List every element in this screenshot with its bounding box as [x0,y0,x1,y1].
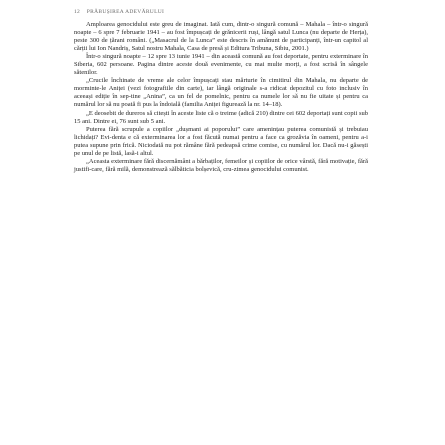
paragraph: Într-o singură noapte – 12 spre 13 iunie 1941 – din această comună au fost deportate, pentru exterminare în Siberia, 602 persoane. Pagina dintre aceste două evenimente, cu mai multe morți, a fost scrisă în sângele sătenilor. [74,53,368,77]
running-header [74,9,164,15]
paragraph: Puterea fără scrupule a copiilor „dușmani ai poporului” care amenințau puterea comunistă și trebuiau lichidați? Evi-denta e că exterminarea lor a fost făcută numai pentru a face ca grozăvia în oameni, pentru a-i putea supune prin frică. Niciodată nu pot rămâne fără pedeapsă crime comise, cu numărul lor. Dacă nu-i găsești pe unul de pe listă, lasă-i altul. [74,125,368,157]
paragraph: „Crucile închinate de vreme ale celor împușcați stau mărturie în cimitirul din Mahala, nu departe de morminte-le Aniței (vezi fotografiile din carte), iar lângă originale s-a ridicat depozitul cu foto inclusiv în aceeași ediție în sep-tine „Anina”, ca un fel de pomelnic, pentru ca numele lor să nu fie uitate și pentru ca numărul lor să nu poată fi pus la îndoială (familia Aniței figurează la nr. 14–18). [74,77,368,109]
paragraph: „Aceasta exterminare fără discernământ a bărbaților, femeilor și copiilor de orice vârstă, fără motivație, fără justifi-care, fără milă, demonstrează sălbăticia bolșevică, cru-zimea genocidului comunist. [74,157,368,173]
paragraph: Amploarea genocidului este greu de imaginat. Iată cum, dintr-o singură comună – Mahala – într-o singură noapte – 6 spre 7 februarie 1941 – au fost împușcați de grănicerii ruși, lângă satul Lunca (nu departe de Herța), peste 300 de țărani români. („Masacrul de la Lunca” este descris în amănunt de participanți, într-un capitol al cărții lui Ion Nandriș, Satul nostru Mahala, Casa de presă și Editura Tribuna, Sibiu, 2001.) [74,21,368,53]
body-text [74,21,368,174]
page-number: 12 [74,9,81,15]
paragraph: „E deosebit de dureros să citești în aceste liste că o treime (adică 210) dintre cei 602 deportați sunt copii sub 15 ani. Dintre ei, 76 sunt sub 5 ani. [74,109,368,125]
running-title: PRĂBUȘIREA ADEVĂRULUI [86,9,165,15]
